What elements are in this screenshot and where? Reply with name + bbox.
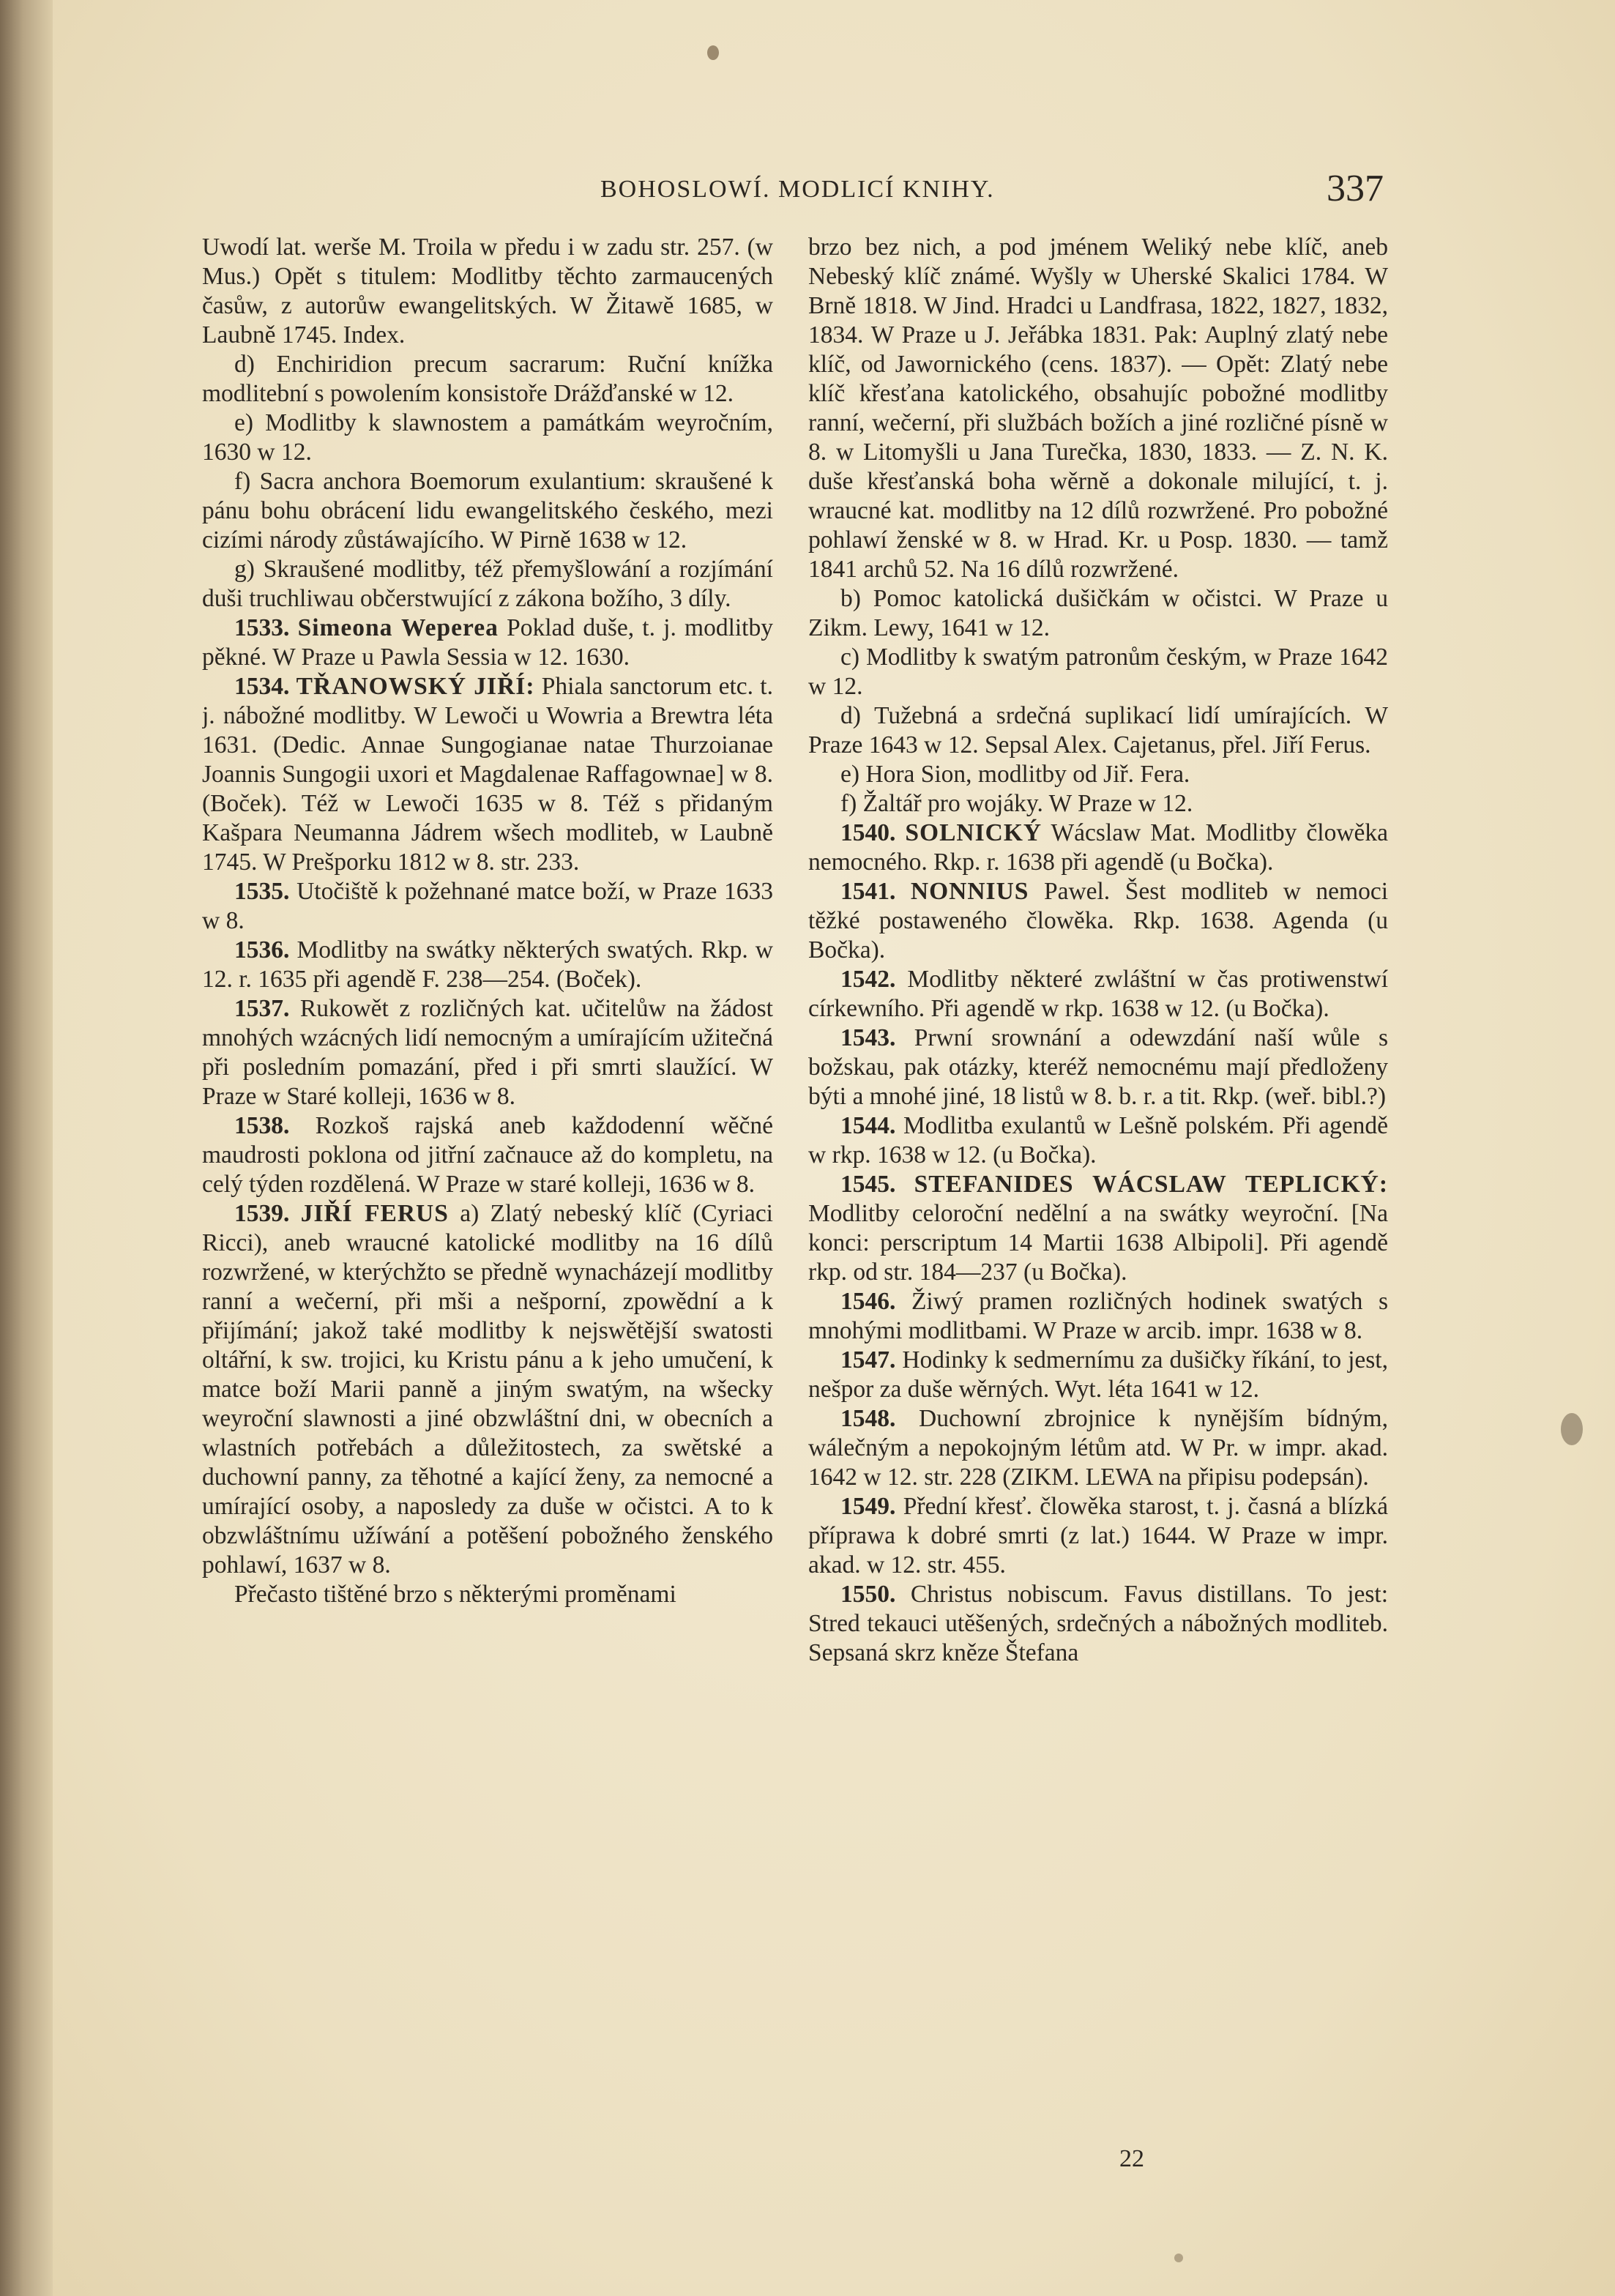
ink-spot	[1174, 2254, 1183, 2262]
entry-number: 1544.	[840, 1112, 896, 1139]
paragraph-text: e) Modlitby k slawnostem a památkám weyročním, 1630 w 12.	[202, 409, 773, 466]
text-paragraph	[202, 672, 773, 877]
paragraph-text: d) Tužebná a srdečná suplikací lidí umírajících. W Praze 1643 w 12. Sepsal Alex. Cajetanus, přel. Jiří Ferus.	[808, 702, 1388, 758]
text-paragraph	[202, 350, 773, 409]
text-paragraph	[202, 467, 773, 555]
page-number: 337	[1327, 168, 1384, 209]
entry-number: 1535.	[234, 878, 290, 905]
entry-number: 1549.	[840, 1493, 896, 1520]
entry-number: 1542.	[840, 966, 896, 993]
text-paragraph	[202, 409, 773, 467]
text-paragraph	[808, 760, 1388, 789]
ink-spot	[1561, 1413, 1583, 1445]
entry-number: 1536.	[234, 936, 290, 963]
paragraph-text: Modlitby na swátky některých swatých. Rkp. w 12. r. 1635 při agendě F. 238—254. (Boček).	[202, 936, 773, 993]
entry-number: 1547.	[840, 1346, 896, 1374]
paragraph-text: c) Modlitby k swatým patronům českým, w Praze 1642 w 12.	[808, 644, 1388, 700]
entry-number: 1540.	[840, 819, 896, 846]
entry-number: 1541.	[840, 878, 896, 905]
text-paragraph	[202, 614, 773, 672]
paragraph-text: Utočiště k požehnané matce boží, w Praze 1633 w 8.	[202, 878, 773, 934]
paragraph-text: Duchowní zbrojnice k nynějším bídným, wálečným a nepokojným létům atd. W Pr. w impr. akad. 1642 w 12. str. 228 (ZIKM. LEWA na připisu podepsán).	[808, 1405, 1388, 1491]
entry-number: 1538.	[234, 1112, 290, 1139]
text-paragraph	[808, 789, 1388, 819]
paragraph-text: Poklad duše, t. j. modlitby pěkné. W Praze u Pawla Sessia w 12. 1630.	[202, 614, 773, 671]
text-paragraph	[202, 877, 773, 936]
paragraph-text: g) Skraušené modlitby, též přemyšlowání a rozjímání duši truchliwau občerstwující z zákona božího, 3 díly.	[202, 556, 773, 612]
entry-number: 1545.	[840, 1171, 896, 1198]
paragraph-text: Přečasto tištěné brzo s některými proměnami	[234, 1581, 676, 1608]
text-paragraph	[202, 1580, 773, 1609]
paragraph-text: Rozkoš rajská aneb každodenní wěčné maudrosti poklona od jitřní začnauce až do kompletu, na celý týden rozdělená. W Praze w staré kolleji, 1636 w 8.	[202, 1112, 773, 1198]
paragraph-text: Modlitby celoroční nedělní a na swátky weyroční. [Na konci: perscriptum 14 Martii 1638 Albipoli]. Při agendě rkp. od str. 184—237 (u Bočka).	[808, 1200, 1388, 1286]
paragraph-text: a) Zlatý nebeský klíč (Cyriaci Ricci), aneb wraucné katolické modlitby na 16 dílů rozwržené, w kterýchžto se předně wynacházejí modlitby ranní a wečerní, při mši a nešporní, zpowědní a k přijímání; jakož také modlitby k nejswětější swatosti oltářní, k sw. trojici, ku Kristu pánu a k jeho umučení, k matce boží Marii panně a jiným swatým, na wšecky weyroční slawnosti a jiné obzwláštní dni, w obecních a wlastních potřebách a důležitostech, za swětské a duchowní panny, za těhotné a kající ženy, za nemocné a umírající osoby, a naposledy za duše w očistci. A to k obzwláštnímu užíwání a potěšení pobožného ženského pohlawí, 1637 w 8.	[202, 1200, 773, 1578]
text-paragraph	[808, 819, 1388, 877]
ink-spot	[707, 45, 719, 60]
running-header: BOHOSLOWÍ. MODLICÍ KNIHY.	[600, 176, 995, 203]
text-paragraph	[808, 233, 1388, 584]
signature-mark: 22	[1119, 2145, 1144, 2172]
author-name: JIŘÍ FERUS	[300, 1200, 449, 1227]
text-paragraph	[808, 1170, 1388, 1287]
paragraph-text: e) Hora Sion, modlitby od Jiř. Fera.	[840, 761, 1190, 788]
text-paragraph	[202, 994, 773, 1111]
entry-number: 1539.	[234, 1200, 290, 1227]
author-name: TŘANOWSKÝ JIŘÍ:	[296, 673, 535, 700]
text-paragraph	[808, 1492, 1388, 1580]
text-paragraph	[808, 965, 1388, 1024]
left-text-column	[202, 233, 773, 2144]
book-binding-edge	[0, 0, 53, 2296]
text-paragraph	[808, 1580, 1388, 1668]
paragraph-text: Přední křesť. člowěka starost, t. j. časná a blízká příprawa k dobré smrti (z lat.) 1644. W Praze w impr. akad. w 12. str. 455.	[808, 1493, 1388, 1578]
author-name: Simeona Weperea	[297, 614, 499, 641]
text-paragraph	[808, 584, 1388, 643]
author-name: STEFANIDES WÁCSLAW TEPLICKÝ:	[914, 1171, 1388, 1198]
entry-number: 1537.	[234, 995, 290, 1022]
paragraph-text: Hodinky k sedmernímu za dušičky říkání, to jest, nešpor za duše wěrných. Wyt. léta 1641 w 12.	[808, 1346, 1388, 1403]
text-paragraph	[808, 701, 1388, 760]
text-paragraph	[202, 936, 773, 994]
text-paragraph	[808, 1111, 1388, 1170]
paragraph-text: Modlitba exulantů w Lešně polském. Při agendě w rkp. 1638 w 12. (u Bočka).	[808, 1112, 1388, 1168]
entry-number: 1548.	[840, 1405, 896, 1432]
paragraph-text: f) Sacra anchora Boemorum exulantium: skraušené k pánu bohu obrácení lidu ewangelitského českého, mezi cizími národy zůstáwajícího. W Pirně 1638 w 12.	[202, 468, 773, 554]
paragraph-text: Prwní srownání a odewzdání naší wůle s božskau, pak otázky, kteréž nemocnému mají předloženy býti a mnohé jiné, 18 listů w 8. b. r. a tit. Rkp. (weř. bibl.?)	[808, 1024, 1388, 1110]
text-paragraph	[808, 1346, 1388, 1404]
paragraph-text: Žiwý pramen rozličných hodinek swatých s mnohými modlitbami. W Praze w arcib. impr. 1638 w 8.	[808, 1288, 1388, 1344]
paragraph-text: Modlitby některé zwláštní w čas protiwenstwí církewního. Při agendě w rkp. 1638 w 12. (u Bočka).	[808, 966, 1388, 1022]
text-paragraph	[808, 643, 1388, 701]
paragraph-text: Christus nobiscum. Favus distillans. To jest: Stred tekauci utěšených, srdečných a nábožných modliteb. Sepsaná skrz kněze Štefana	[808, 1581, 1388, 1666]
text-paragraph	[808, 1404, 1388, 1492]
entry-number: 1546.	[840, 1288, 896, 1315]
text-paragraph	[202, 233, 773, 350]
paragraph-text: d) Enchiridion precum sacrarum: Ruční knížka modlitební s powolením konsistoře Drážďanské w 12.	[202, 351, 773, 407]
paragraph-text: Pawel. Šest modliteb w nemoci těžké postaweného člowěka. Rkp. 1638. Agenda (u Bočka).	[808, 878, 1388, 963]
paragraph-text: b) Pomoc katolická dušičkám w očistci. W Praze u Zikm. Lewy, 1641 w 12.	[808, 585, 1388, 641]
text-paragraph	[808, 1024, 1388, 1111]
paragraph-text: Uwodí lat. werše M. Troila w předu i w zadu str. 257. (w Mus.) Opět s titulem: Modlitby těchto zarmaucených časůw, z autorůw ewangelitských. W Žitawě 1685, w Laubně 1745. Index.	[202, 234, 773, 348]
text-paragraph	[202, 1111, 773, 1199]
text-paragraph	[808, 1287, 1388, 1346]
entry-number: 1533.	[234, 614, 290, 641]
text-paragraph	[202, 1199, 773, 1580]
paragraph-text: Wácslaw Mat. Modlitby člowěka nemocného. Rkp. r. 1638 při agendě (u Bočka).	[808, 819, 1388, 876]
paragraph-text: Rukowět z rozličných kat. učitelůw na žádost mnohých wzácných lidí nemocným a umírajícím užitečná při posledním pomazání, před i při smrti slaužící. W Praze w Staré kolleji, 1636 w 8.	[202, 995, 773, 1110]
entry-number: 1550.	[840, 1581, 896, 1608]
paragraph-text: brzo bez nich, a pod jménem Weliký nebe klíč, aneb Nebeský klíč známé. Wyšly w Uherské Skalici 1784. W Brně 1818. W Jind. Hradci u Landfrasa, 1822, 1827, 1832, 1834. W Praze u J. Jeřábka 1831. Pak: Auplný zlatý nebe klíč, od Jawornického (cens. 1837). — Opět: Zlatý nebe klíč křesťana katolického, obsahujíc pobožné modlitby ranní, wečerní, při službách božích a jiné rozličné písně w 8. w Litomyšli u Jana Turečka, 1830, 1833. — Z. N. K. duše křesťanská boha wěrně a dokonale milující, t. j. wraucné kat. modlitby na 12 dílů rozwržené. Pro pobožné pohlawí ženské w 8. w Hrad. Kr. u Posp. 1830. — tamž 1841 archů 52. Na 16 dílů rozwržené.	[808, 234, 1388, 583]
entry-number: 1543.	[840, 1024, 896, 1051]
text-paragraph	[202, 555, 773, 614]
author-name: NONNIUS	[910, 878, 1029, 905]
paragraph-text: Phiala sanctorum etc. t. j. nábožné modlitby. W Lewoči u Wowria a Brewtra léta 1631. (Dedic. Annae Sungogianae natae Thurzoianae Joannis Sungogii uxori et Magdalenae Raffagownae] w 8. (Boček). Též w Lewoči 1635 w 8. Též s přidaným Kašpara Neumanna Jádrem wšech modliteb, w Laubně 1745. W Prešporku 1812 w 8. str. 233.	[202, 673, 773, 876]
right-text-column	[808, 233, 1388, 2144]
text-paragraph	[808, 877, 1388, 965]
paragraph-text: f) Žaltář pro wojáky. W Praze w 12.	[840, 790, 1193, 817]
author-name: SOLNICKÝ	[905, 819, 1043, 846]
entry-number: 1534.	[234, 673, 290, 700]
